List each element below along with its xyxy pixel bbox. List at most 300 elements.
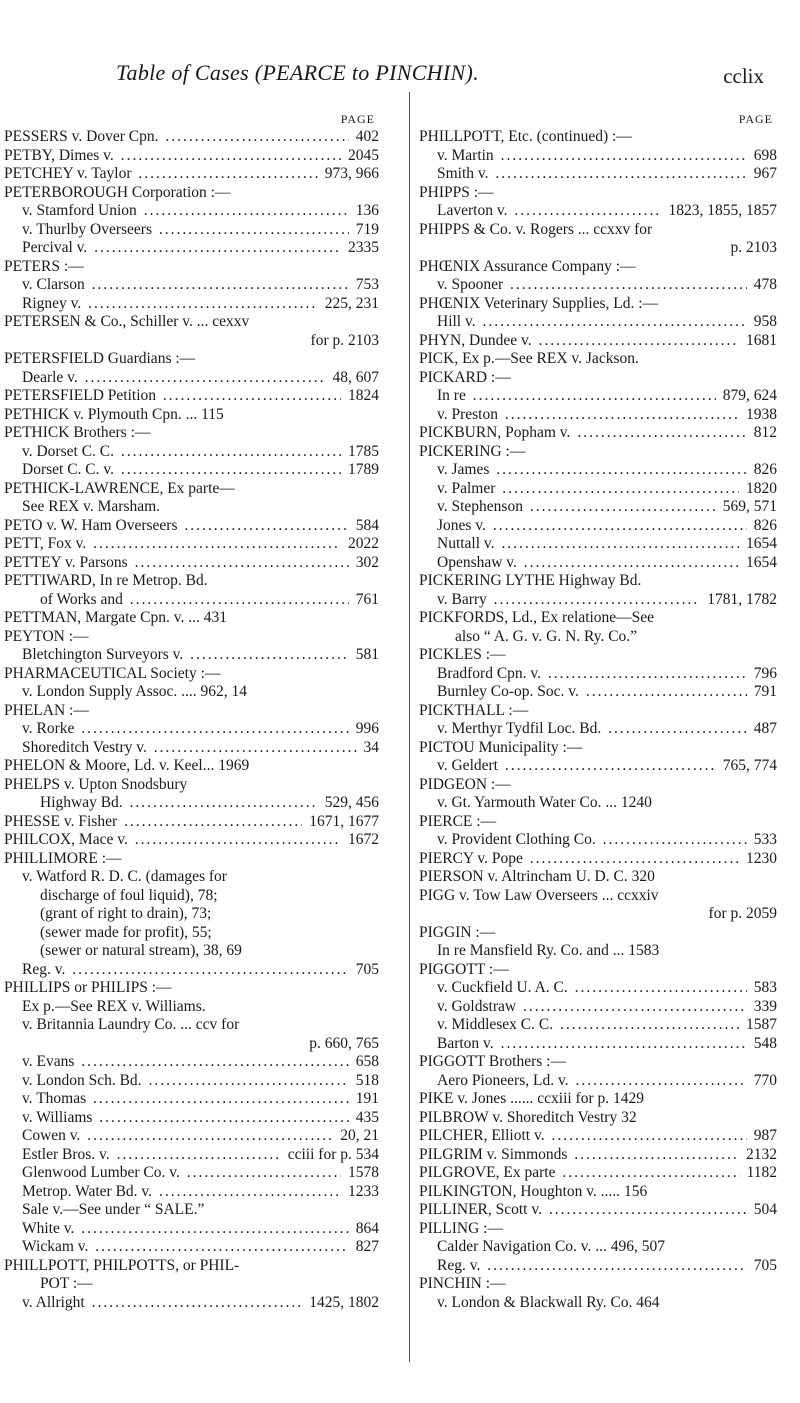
index-entry (419, 480, 777, 499)
entry-text: Reg. v. (437, 1256, 485, 1274)
dot-leader (496, 461, 747, 480)
index-entry (419, 517, 777, 536)
page-reference: 48, 607 (328, 368, 379, 386)
entry-text: PILBROW v. Shoreditch Vestry (419, 1108, 622, 1126)
dot-leader (95, 1238, 349, 1257)
page-reference: 1823, 1855, 1857 (664, 202, 777, 219)
dot-leader (81, 1220, 349, 1239)
page-reference: 1240 (620, 794, 652, 811)
entry-text: v. Geldert (437, 757, 502, 774)
right-column (419, 110, 777, 1312)
dot-leader (144, 202, 349, 221)
entry-text: PIKE v. Jones ...... ccxiii for p. (419, 1090, 614, 1107)
index-entry (419, 165, 777, 184)
entry-text: PICKERING LYTHE Highway Bd. (419, 572, 642, 589)
index-entry (419, 276, 777, 295)
index-entry (4, 1053, 379, 1072)
index-entry (4, 406, 379, 425)
page-reference: 765, 774 (718, 757, 777, 774)
page-reference: 136 (351, 202, 379, 219)
index-entry (419, 1053, 777, 1072)
page-reference: for p. 2103 (310, 331, 379, 349)
entry-text: PHELON & Moore, Ld. v. Keel... (4, 757, 219, 774)
index-entry (419, 535, 777, 554)
entry-text: PICKTHALL :— (419, 701, 529, 719)
index-entry (419, 905, 777, 924)
entry-text: Glenwood Lumber Co. v. (22, 1164, 184, 1181)
entry-text: PHESSE v. Fisher (4, 812, 121, 830)
entry-text: PETO v. W. Ham Overseers (4, 516, 182, 534)
dot-leader (135, 831, 341, 850)
entry-text: v. James (437, 461, 494, 478)
index-entry (419, 1016, 777, 1035)
entry-text: POT :— (40, 1275, 93, 1292)
entry-text: PILGRIM v. Simmonds (419, 1145, 572, 1163)
index-entry (419, 387, 777, 406)
entry-text: PHELPS v. Upton Snodsbury (4, 775, 188, 793)
entry-text: v. Britannia Laundry Co. ... ccv for (22, 1016, 240, 1033)
entry-text: Wickam v. (22, 1238, 93, 1255)
dot-leader (88, 295, 318, 314)
index-entry (4, 1238, 379, 1257)
dot-leader (575, 1072, 746, 1091)
index-entry (4, 1294, 379, 1313)
index-entry (4, 202, 379, 221)
dot-leader (494, 591, 701, 610)
index-entry (4, 646, 379, 665)
page-reference: 826 (749, 516, 777, 534)
entry-text: PETTIWARD, In re Metrop. Bd. (4, 572, 208, 589)
index-entry (4, 295, 379, 314)
entry-text: v. Spooner (437, 276, 508, 293)
page-reference: 487 (749, 720, 777, 737)
running-header (0, 58, 800, 98)
entry-text: (sewer made for profit), 55; (40, 923, 212, 941)
dot-leader (124, 813, 302, 832)
entry-text: PIGG v. Tow Law Overseers ... ccxxiv (419, 886, 659, 904)
entry-text: Jones v. (437, 516, 490, 534)
entry-text: Dorset C. C. v. (22, 461, 118, 478)
entry-text: Percival v. (22, 239, 92, 256)
dot-leader (577, 424, 747, 443)
entry-text: v. Merthyr Tydfil Loc. Bd. (437, 720, 606, 737)
entry-text: of Works and (40, 590, 127, 608)
entry-text: PIDGEON :— (419, 775, 511, 793)
entry-text: v. London & Blackwall Ry. Co. (437, 1293, 637, 1311)
entry-text: PHILLPOTT, Etc. (continued) :— (419, 128, 632, 145)
page-column-heading: PAGE (340, 112, 375, 126)
dot-leader (505, 757, 716, 776)
dot-leader (505, 406, 739, 425)
dot-leader (501, 147, 747, 166)
entry-text: also “ A. G. v. G. N. Ry. Co.” (455, 627, 638, 645)
entry-text: PIERCY v. Pope (419, 849, 527, 867)
index-entry (419, 554, 777, 573)
dot-leader (121, 443, 341, 462)
page-number: cclix (723, 64, 764, 88)
index-entry (419, 868, 777, 887)
index-entry (419, 202, 777, 221)
entry-text: PILCHER, Elliott v. (419, 1127, 549, 1144)
right-entries (419, 128, 777, 1312)
entry-text: (sewer or natural stream), 38, 69 (40, 942, 242, 959)
index-entry (4, 998, 379, 1017)
page-reference: 1654 (742, 535, 777, 552)
index-entry (4, 831, 379, 850)
entry-text: v. Evans (22, 1053, 79, 1070)
index-entry (4, 813, 379, 832)
dot-leader (551, 1127, 746, 1146)
index-entry (4, 757, 379, 776)
dot-leader (117, 1146, 281, 1165)
index-entry (419, 443, 777, 462)
entry-text: PILLINER, Scott v. (419, 1201, 546, 1218)
page-reference: 973, 966 (320, 165, 379, 182)
index-entry (4, 239, 379, 258)
index-entry (419, 665, 777, 684)
entry-text: PETTEY v. Parsons (4, 553, 132, 571)
entry-text: PEYTON :— (4, 627, 89, 645)
index-entry (4, 480, 379, 499)
entry-text: v. Clarson (22, 276, 89, 293)
entry-text: See REX v. Marsham. (22, 498, 161, 515)
entry-text: PHILLIPS or PHILIPS :— (4, 979, 172, 996)
entry-text: PIERSON v. Altrincham U. D. C. (419, 868, 632, 885)
page-reference: 1671, 1677 (305, 812, 379, 830)
dot-leader (72, 961, 349, 980)
dot-leader (502, 480, 739, 499)
index-entry (419, 461, 777, 480)
entry-text: Aero Pioneers, Ld. v. (437, 1071, 573, 1089)
dot-leader (190, 646, 349, 665)
dot-leader (148, 1072, 348, 1091)
page-reference: 402 (351, 128, 379, 145)
page-reference: 864 (351, 1219, 379, 1237)
entry-text: PETHICK v. Plymouth Cpn. ... (4, 405, 202, 423)
entry-text: PHIPPS :— (419, 183, 494, 201)
dot-leader (501, 535, 739, 554)
page-reference: 1583 (628, 942, 660, 959)
index-entry (419, 813, 777, 832)
dot-leader (187, 1164, 341, 1183)
page-reference: 2335 (344, 239, 379, 256)
index-entry (419, 1109, 777, 1128)
index-entry (419, 794, 777, 813)
page-reference: 34 (359, 738, 379, 756)
index-entry (419, 406, 777, 425)
page-reference: 504 (749, 1201, 777, 1218)
dot-leader (121, 147, 341, 166)
index-entry (419, 591, 777, 610)
index-entry (4, 720, 379, 739)
index-entry (4, 1257, 379, 1276)
index-entry (4, 979, 379, 998)
page-reference: 753 (351, 276, 379, 293)
entry-text: discharge of foul liquid), 78; (40, 886, 218, 904)
page-reference: 879, 624 (718, 387, 777, 404)
page-reference: 2132 (742, 1145, 777, 1163)
left-entries (4, 128, 379, 1312)
dot-leader (560, 1016, 739, 1035)
entry-text: PICKBURN, Popham v. (419, 424, 575, 441)
entry-text: Highway Bd. (40, 794, 127, 811)
dot-leader (514, 202, 661, 221)
index-entry (419, 424, 777, 443)
entry-text: v. Allright (22, 1293, 89, 1311)
page-reference: 791 (749, 683, 777, 700)
dot-leader (487, 1257, 747, 1276)
entry-text: v. Goldstraw (437, 997, 520, 1015)
index-entry (4, 572, 379, 591)
index-entry (4, 924, 379, 943)
dot-leader (138, 165, 318, 184)
index-entry (419, 350, 777, 369)
index-entry (4, 147, 379, 166)
page-reference: 339 (749, 997, 777, 1015)
dot-leader (154, 739, 357, 758)
page-reference: 826 (749, 461, 777, 478)
page-reference: 996 (351, 720, 379, 737)
index-entry (4, 498, 379, 517)
index-entry (4, 905, 379, 924)
running-title: Table of Cases (PEARCE to PINCHIN). (116, 60, 479, 85)
left-column (4, 110, 379, 1312)
entry-text: v. Provident Clothing Co. (437, 831, 600, 848)
index-entry (4, 313, 379, 332)
page-reference: 496, 507 (610, 1238, 666, 1255)
entry-text: PICKARD :— (419, 368, 511, 386)
entry-text: PICKERING :— (419, 442, 526, 460)
page-reference: 1654 (742, 553, 777, 571)
dot-leader (163, 387, 341, 406)
entry-text: v. Martin (437, 146, 498, 164)
page-reference: 2045 (344, 146, 379, 164)
index-entry (419, 184, 777, 203)
page-reference: for p. 2059 (708, 905, 777, 922)
dot-leader (99, 1109, 349, 1128)
page-reference: 302 (351, 553, 379, 571)
index-entry (4, 850, 379, 869)
index-entry (419, 850, 777, 869)
entry-text: PILLING :— (419, 1219, 503, 1237)
page-reference: 1824 (344, 387, 379, 404)
page-reference: 705 (749, 1256, 777, 1274)
dot-leader (184, 517, 349, 536)
page-reference: 719 (351, 220, 379, 238)
entry-text: PILKINGTON, Houghton v. ..... (419, 1182, 624, 1200)
index-entry (419, 831, 777, 850)
dot-leader (548, 665, 747, 684)
entry-text: PETERS :— (4, 257, 84, 275)
entry-text: PETBY, Dimes v. (4, 146, 118, 164)
dot-leader (608, 720, 747, 739)
entry-text: PETTMAN, Margate Cpn. v. ... (4, 609, 204, 626)
index-entry (4, 184, 379, 203)
index-entry (419, 1090, 777, 1109)
index-entry (419, 221, 777, 240)
index-entry (419, 757, 777, 776)
entry-text: White v. (22, 1219, 79, 1237)
entry-text: Smith v. (437, 165, 493, 182)
entry-text: PICTOU Municipality :— (419, 738, 583, 756)
index-entry (419, 572, 777, 591)
page-reference: 583 (749, 979, 777, 996)
page-reference: 464 (636, 1293, 660, 1311)
page-reference: 1785 (344, 442, 379, 460)
dot-leader (159, 221, 349, 240)
index-entry (4, 1220, 379, 1239)
index-entry (4, 1072, 379, 1091)
index-entry (419, 1035, 777, 1054)
index-entry (4, 1201, 379, 1220)
entry-text: PETHICK Brothers :— (4, 424, 151, 441)
entry-text: Hill v. (437, 313, 480, 330)
index-entry (419, 887, 777, 906)
entry-text: PHŒNIX Veterinary Supplies, Ld. :— (419, 294, 659, 312)
page-reference: 770 (749, 1071, 777, 1089)
entry-text: PETT, Fox v. (4, 535, 91, 552)
dot-leader (562, 1164, 739, 1183)
entry-text: v. Thomas (22, 1090, 91, 1107)
dot-leader (81, 720, 349, 739)
page-reference: 1233 (344, 1182, 379, 1200)
index-entry (419, 498, 777, 517)
index-entry (4, 702, 379, 721)
index-entry (4, 350, 379, 369)
page-reference: 796 (749, 664, 777, 682)
entry-text: PHARMACEUTICAL Society :— (4, 664, 221, 682)
index-entry (4, 443, 379, 462)
index-entry (4, 739, 379, 758)
entry-text: Estler Bros. v. (22, 1145, 114, 1163)
page-column-heading: PAGE (738, 112, 773, 126)
index-entry (419, 683, 777, 702)
entry-text: v. Watford R. D. C. (damages for (22, 868, 227, 885)
index-entry (4, 887, 379, 906)
entry-text: PETCHEY v. Taylor (4, 165, 136, 182)
entry-text: Calder Navigation Co. v. ... (437, 1238, 611, 1255)
dot-leader (159, 1183, 341, 1202)
dot-leader (87, 1127, 333, 1146)
index-entry (4, 1275, 379, 1294)
index-entry (419, 979, 777, 998)
index-entry (419, 1072, 777, 1091)
index-entry (4, 165, 379, 184)
page-reference: 2022 (344, 535, 379, 552)
index-entry (4, 683, 379, 702)
entry-text: Laverton v. (437, 202, 512, 219)
dot-leader (530, 850, 739, 869)
dot-leader (121, 461, 341, 480)
dot-leader (473, 387, 716, 406)
entry-text: PIGGOTT Brothers :— (419, 1053, 566, 1070)
entry-text: Rigney v. (22, 294, 86, 312)
index-entry (419, 147, 777, 166)
entry-text: v. Williams (22, 1108, 97, 1126)
entry-text: v. Middlesex C. C. (437, 1016, 557, 1033)
index-entry (419, 1146, 777, 1165)
entry-text: PICKFORDS, Ld., Ex relatione—See (419, 609, 655, 626)
entry-text: PHYN, Dundee v. (419, 331, 536, 349)
index-entry (419, 924, 777, 943)
index-entry (4, 1127, 379, 1146)
page-reference: p. 2103 (730, 239, 777, 256)
index-entry (4, 517, 379, 536)
dot-leader (603, 831, 747, 850)
page-reference: 987 (749, 1127, 777, 1144)
index-entry (4, 665, 379, 684)
page-reference: 581 (351, 646, 379, 663)
index-entry (419, 1238, 777, 1257)
page-reference: 1230 (742, 849, 777, 867)
dot-leader (586, 683, 747, 702)
index-entry (4, 221, 379, 240)
index-entry (4, 258, 379, 277)
dot-leader (523, 998, 747, 1017)
index-entry (4, 961, 379, 980)
index-entry (419, 609, 777, 628)
entry-text: PIERCE :— (419, 812, 497, 830)
page-reference: 1578 (344, 1164, 379, 1181)
dot-leader (92, 1294, 303, 1313)
entry-text: Burnley Co-op. Soc. v. (437, 683, 583, 700)
index-entry (419, 1127, 777, 1146)
dot-leader (85, 369, 326, 388)
index-entry (419, 776, 777, 795)
page-reference: 518 (351, 1071, 379, 1089)
entry-text: PHŒNIX Assurance Company :— (419, 257, 636, 275)
dot-leader (135, 554, 349, 573)
index-entry (4, 1035, 379, 1054)
page-reference: 320 (631, 868, 655, 885)
page-reference: 435 (351, 1108, 379, 1126)
entry-text: v. Palmer (437, 479, 500, 497)
entry-text: PICKLES :— (419, 646, 506, 663)
dot-leader (130, 591, 349, 610)
entry-text: PIGGIN :— (419, 923, 496, 941)
index-entry (419, 332, 777, 351)
entry-text: In re (437, 387, 470, 404)
entry-text: Bletchington Surveyors v. (22, 646, 188, 663)
page-reference: 191 (351, 1090, 379, 1107)
page-reference: 1429 (613, 1090, 645, 1107)
index-entry (4, 128, 379, 147)
index-entry (419, 720, 777, 739)
page-reference: 529, 456 (320, 794, 379, 811)
dot-leader (482, 313, 746, 332)
index-entry (419, 313, 777, 332)
page-reference: 225, 231 (320, 294, 379, 312)
page-reference: 705 (351, 960, 379, 978)
index-entry (4, 535, 379, 554)
entry-text: Barton v. (437, 1034, 498, 1052)
entry-text: Cowen v. (22, 1127, 85, 1144)
page-reference: 967 (749, 165, 777, 182)
dot-leader (165, 128, 349, 147)
entry-text: v. London Sch. Bd. (22, 1071, 146, 1089)
page-reference: 548 (749, 1034, 777, 1052)
page-reference: 1672 (344, 831, 379, 848)
entry-text: PINCHIN :— (419, 1275, 506, 1292)
index-entry (4, 776, 379, 795)
index-entry (419, 1201, 777, 1220)
page-reference: 1587 (742, 1016, 777, 1033)
column-divider (409, 92, 410, 1362)
index-entry (4, 369, 379, 388)
page-reference: 478 (749, 276, 777, 293)
index-entry (419, 128, 777, 147)
entry-text: Shoreditch Vestry v. (22, 738, 151, 756)
